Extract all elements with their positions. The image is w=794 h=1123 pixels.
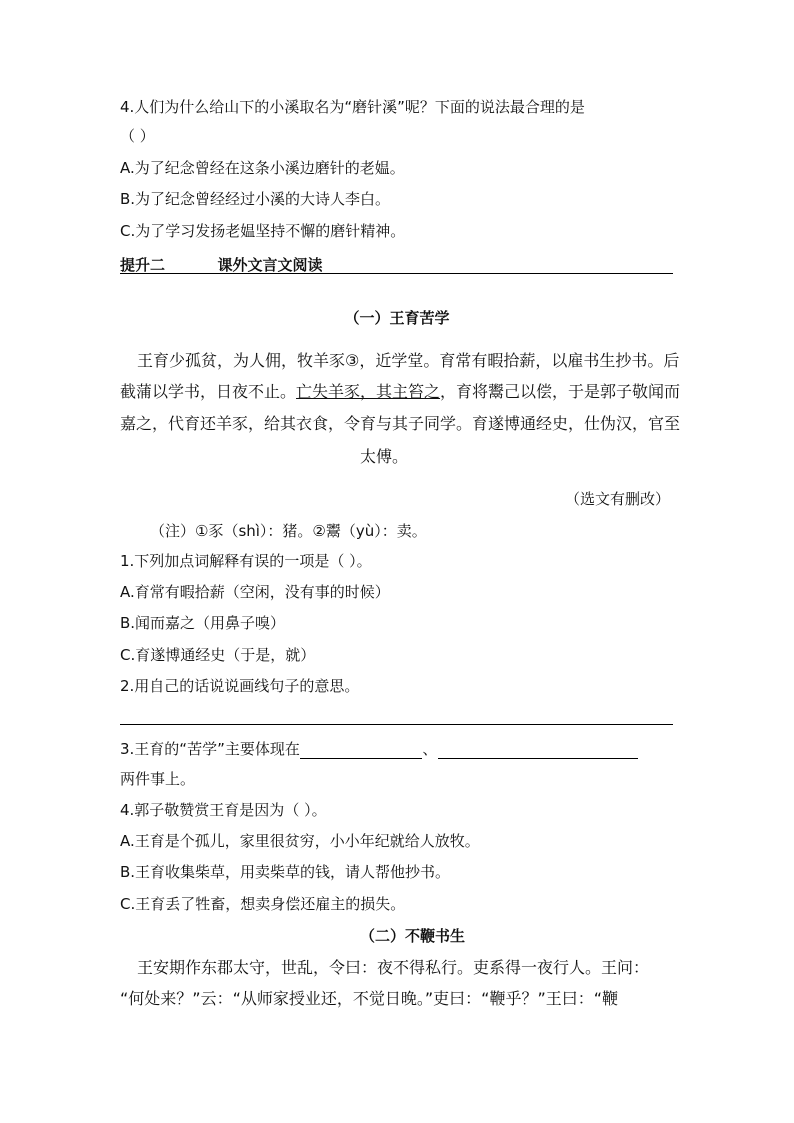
p1-q1-option-a: A.育常有暇拾薪（空闲，没有事的时候） [120,583,390,601]
p1-question-1: 1.下列加点词解释有误的一项是（ ）。 [120,552,372,570]
passage1-note: （注）①豕（shì）：猪。②鬻（yù）：卖。 [150,522,427,540]
passage1-line2-start: 截蒲以学书，日夜不止。 [120,382,297,401]
q4-answer-paren: （ ） [120,127,155,145]
passage2-title: （二）不鞭书生 [360,927,466,945]
section-label: 提升二 [120,256,166,274]
p1-q4-option-c: C.王育丢了牲畜，想卖身偿还雇主的损失。 [120,895,406,913]
q4-option-a: A.为了纪念曾经在这条小溪边磨针的老媪。 [120,159,405,177]
q3-prefix: 3.王育的“苦学”主要体现在 [120,740,300,758]
q4-option-c: C.为了学习发扬老媪坚持不懈的磨针精神。 [120,222,406,240]
section-rule [120,273,673,274]
p1-q4-option-b: B.王育收集柴草，用卖柴草的钱，请人帮他抄书。 [120,863,451,881]
p1-q4-option-a: A.王育是个孤儿，家里很贫穷，小小年纪就给人放牧。 [120,832,480,850]
passage1-line4: 太傅。 [360,447,409,466]
p1-q1-option-c: C.育遂博通经史（于是，就） [120,646,316,664]
p1-question-4: 4.郭子敬赞赏王育是因为（ ）。 [120,801,327,819]
passage1-line2 [120,381,680,403]
passage1-line3: 嘉之，代育还羊豕，给其衣食，令育与其子同学。育遂博通经史，仕伪汉，官至 [120,414,681,433]
passage2-line2: “何处来？”云：“从师家授业还，不觉日晚。”吏曰：“鞭乎？”王曰：“鞭 [120,989,619,1008]
passage1-title: （一）王育苦学 [344,309,450,327]
passage1-line2-rest: ，育将鬻己以偿，于是郭子敬闻而 [440,382,681,401]
passage2-line1: 王安期作东郡太守，世乱，令曰：夜不得私行。吏系得一夜行人。王问： [137,958,650,977]
answer-line-q2[interactable] [120,724,673,725]
p1-question-3-suffix: 两件事上。 [120,770,196,788]
passage1-source: （选文有删改） [565,490,671,508]
answer-blank-2[interactable] [438,742,638,759]
q4-stem: 4.人们为什么给山下的小溪取名为“磨针溪”呢？下面的说法最合理的是 [120,98,585,116]
p1-q1-option-b: B.闻而嘉之（用鼻子嗅） [120,614,286,632]
answer-blank-1[interactable] [300,742,422,759]
section-title: 课外文言文阅读 [217,256,323,274]
p1-question-3 [120,739,638,759]
section-heading [120,255,323,275]
underlined-sentence: 亡失羊豕，其主笞之 [296,382,441,401]
q3-separator: 、 [422,740,438,758]
p1-question-2: 2.用自己的话说说画线句子的意思。 [120,677,360,695]
passage1-line1: 王育少孤贫，为人佣，牧羊豕③，近学堂。育常有暇拾薪，以雇书生抄书。后 [137,351,680,370]
q4-option-b: B.为了纪念曾经经过小溪的大诗人李白。 [120,190,391,208]
